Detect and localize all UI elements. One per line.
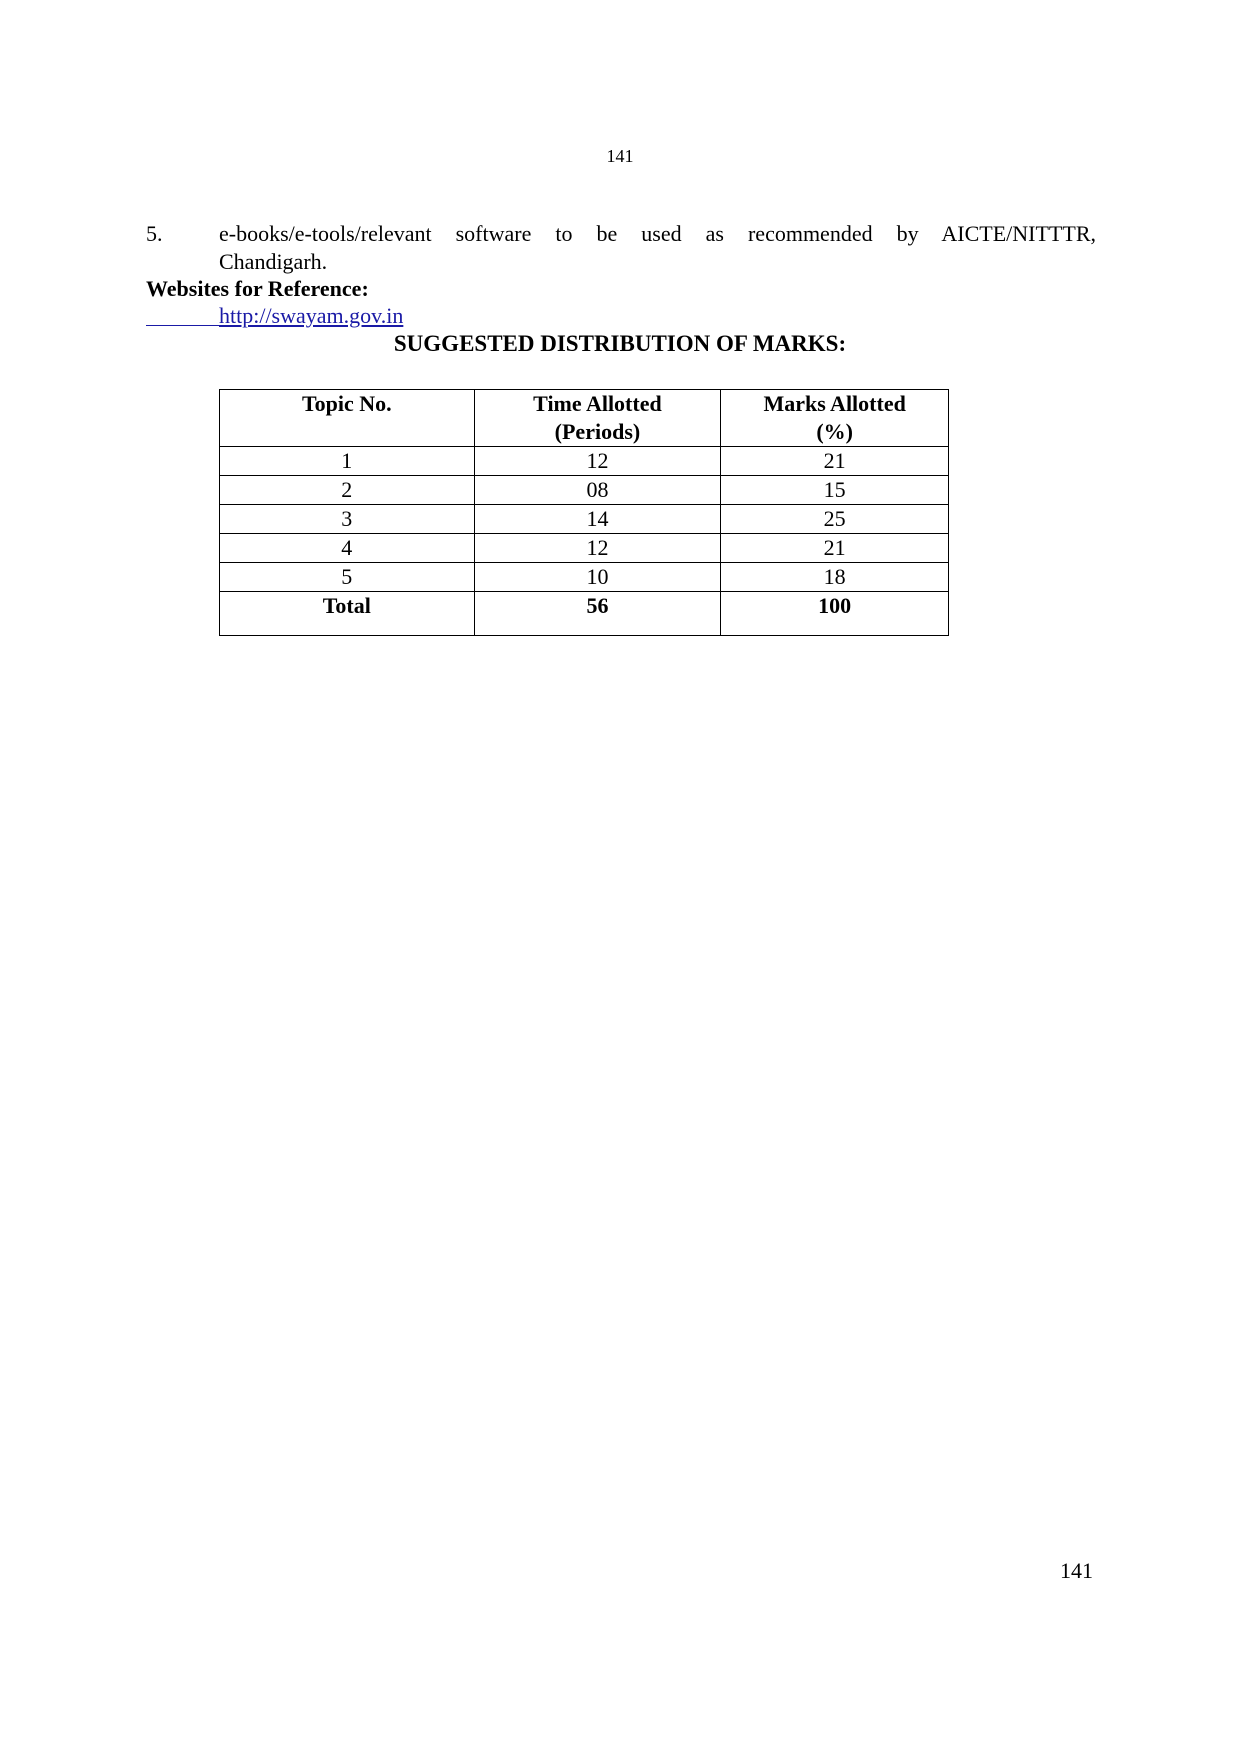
header-time-allotted: Time Allotted (Periods) bbox=[474, 390, 721, 447]
marks-cell: 21 bbox=[721, 534, 949, 563]
link-leader-underline bbox=[146, 303, 219, 326]
marks-cell: 21 bbox=[721, 447, 949, 476]
total-label: Total bbox=[220, 592, 475, 636]
table-row bbox=[220, 534, 949, 563]
website-link-row bbox=[146, 303, 403, 329]
time-cell: 08 bbox=[474, 476, 721, 505]
marks-cell: 15 bbox=[721, 476, 949, 505]
section-title: SUGGESTED DISTRIBUTION OF MARKS: bbox=[393, 331, 847, 356]
header-topic-no: Topic No. bbox=[220, 390, 475, 447]
time-cell: 12 bbox=[474, 534, 721, 563]
marks-distribution-table bbox=[219, 389, 949, 636]
table-row bbox=[220, 447, 949, 476]
topic-no-cell: 4 bbox=[220, 534, 475, 563]
table-row bbox=[220, 505, 949, 534]
time-cell: 12 bbox=[474, 447, 721, 476]
page-number-bottom: 141 bbox=[1060, 1558, 1093, 1583]
topic-no-cell: 5 bbox=[220, 563, 475, 592]
swayam-link[interactable]: http://swayam.gov.in bbox=[219, 303, 404, 328]
topic-no-cell: 1 bbox=[220, 447, 475, 476]
marks-cell: 18 bbox=[721, 563, 949, 592]
marks-cell: 25 bbox=[721, 505, 949, 534]
list-item-number: 5. bbox=[146, 221, 163, 246]
time-cell: 14 bbox=[474, 505, 721, 534]
time-cell: 10 bbox=[474, 563, 721, 592]
topic-no-cell: 2 bbox=[220, 476, 475, 505]
table-total-row bbox=[220, 592, 949, 636]
page-number-top: 141 bbox=[606, 146, 634, 166]
list-item-text-continuation: Chandigarh. bbox=[219, 249, 328, 274]
websites-heading: Websites for Reference: bbox=[146, 276, 369, 301]
table-header-row bbox=[220, 390, 949, 447]
list-item-text: e-books/e-tools/relevant software to be used as recommended by AICTE/NITTTR, bbox=[219, 221, 1096, 246]
total-marks: 100 bbox=[721, 592, 949, 636]
header-marks-allotted: Marks Allotted (%) bbox=[721, 390, 949, 447]
list-item-5 bbox=[146, 220, 1096, 276]
total-time: 56 bbox=[474, 592, 721, 636]
topic-no-cell: 3 bbox=[220, 505, 475, 534]
table-row bbox=[220, 476, 949, 505]
table-row bbox=[220, 563, 949, 592]
